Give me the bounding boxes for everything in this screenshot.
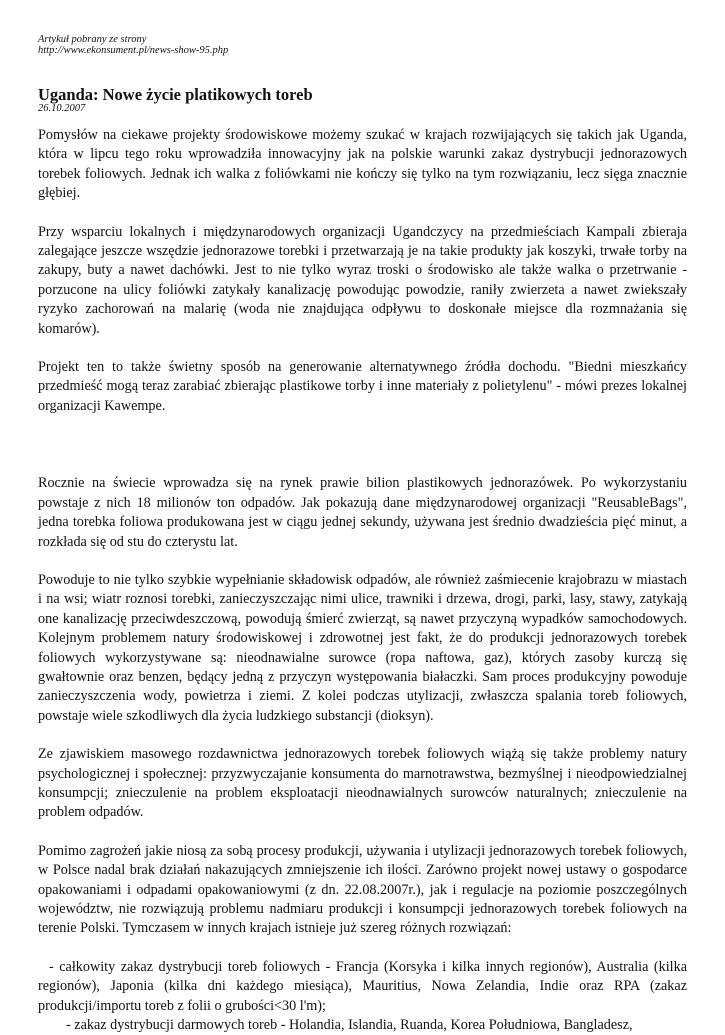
paragraph-poland: Pomimo zagrożeń jakie niosą za sobą procesy produkcji, używania i utylizacji jednorazowych torebek foliowych, w Polsce nadal brak działań nakazujących zmniejszenie ich ilości. Zarówno projekt nowej ustawy o gospodarce opakowaniami i odpadami opakowaniowymi (z dn. 22.08.2007r.), jak i regulacje na poziomie poszczególnych województw, nie rozwiązują problemu nadmiaru produkcji i konsumpcji jednorazowych torebek foliowych na terenie Polski. Tymczasem w innych krajach istnieje już szereg różnych rozwiązań:	[38, 842, 687, 937]
list-item: - zakaz dystrybucji darmowych toreb - Holandia, Islandia, Ruanda, Korea Południowa, Bangladesz,	[66, 1017, 633, 1034]
paragraph-recycling: Przy wsparciu lokalnych i międzynarodowych organizacji Ugandczycy na przedmieściach Kampali zbieraja zalegające jeszcze wszędzie jednorazowe torebki i przetwarzają je na takie produkty jak koszyki, trwałe torby na zakupy, buty a nawet dachówki. Jest to nie tylko wyraz troski o środowisko ale także walka o przetrwanie - porzucone na ulicy foliówki zatykały kanalizację powodując powodzie, raniły zwierzeta a nawet zwiekszały ryzyko zachorowań na malarię (woda nie znajdująca odpływu to doskonałe miejsce dla rozmnażania się komarów).	[38, 223, 687, 337]
solutions-list	[38, 958, 687, 1035]
article-title: Uganda: Nowe życie platikowych toreb	[38, 85, 313, 104]
article-date: 26.10.2007	[38, 103, 86, 114]
source-label: Artykuł pobrany ze strony	[38, 34, 147, 45]
paragraph-income: Projekt ten to także świetny sposób na generowanie alternatywnego źródła dochodu. "Biedni mieszkańcy przedmieść mogą teraz zarabiać zbierając plastikowe torby i inne materiały z polietylenu" - mówi prezes lokalnej organizacji Kawempe.	[38, 359, 687, 414]
source-note	[38, 34, 228, 56]
paragraph-statistics: Rocznie na świecie wprowadza się na rynek prawie bilion plastikowych jednorazówek. Po wykorzystaniu powstaje z nich 18 milionów ton odpadów. Jak pokazują dane międzynarodowej organizacji "ReusableBags", jedna torebka foliowa produkowana jest w ciągu jednej sekundy, używana jest średnio dwadzieścia pięć minut, a rozkłada się od stu do czterystu lat.	[38, 475, 687, 550]
paragraph-intro: Pomysłów na ciekawe projekty środowiskowe możemy szukać w krajach rozwijających się takich jak Uganda, która w lipcu tego roku wprowadziła innowacyjny jak na polskie warunki zakaz dystrybucji jednorazowych torebek foliowych. Jednak ich walka z foliówkami nie kończy się tylko na tym rozwiązaniu, lecz sięga znacznie głębiej.	[38, 127, 687, 202]
paragraph-social: Ze zjawiskiem masowego rozdawnictwa jednorazowych torebek foliowych wiążą się także problemy natury psychologicznej i społecznej: przyzwyczajanie konsumenta do marnotrawstwa, bezmyślnej i nieodpowiedzialnej konsumpcji; znieczulenie na problem eksploatacji nieodnawialnych surowców naturalnych; znieczulenie na problem odpadów.	[38, 746, 687, 821]
source-url: http://www.ekonsument.pl/news-show-95.php	[38, 45, 229, 56]
list-item: - całkowity zakaz dystrybucji toreb foliowych - Francja (Korsyka i kilka innych regionów), Australia (kilka regionów), Japonia (kilka dni każdego miesiąca), Mauritius, Nowa Zelandia, Indie oraz RPA (zakaz produkcji/importu toreb z folii o grubości<30 l'm);	[38, 958, 687, 1014]
paragraph-effects: Powoduje to nie tylko szybkie wypełnianie składowisk odpadów, ale również zaśmiecenie krajobrazu w miastach i na wsi; wiatr roznosi torebki, zanieczyszczając nimi ulice, trawniki i drzewa, drogi, parki, lasy, stawy, zatykają one kanalizację przeciwdeszczową, powodują śmierć zwierząt, są nawet przyczyną wypadków samochodowych. Kolejnym problemem natury środowiskowej i zdrowotnej jest fakt, że do produkcji jednorazowych torebek foliowych wykorzystywane są: nieodnawialne surowce (ropa naftowa, gaz), których zasoby kurczą się gwałtownie oraz benzen, będący jedną z przyczyn występowania białaczki. Sam proces produkcyjny powoduje zanieczyszczenia wody, powietrza i ziemi. Z kolei podczas utylizacji, zwłaszcza spalania toreb foliowych, powstaje wiele szkodliwych dla życia ludzkiego substancji (dioksyn).	[38, 571, 687, 724]
article-body	[38, 126, 687, 1035]
